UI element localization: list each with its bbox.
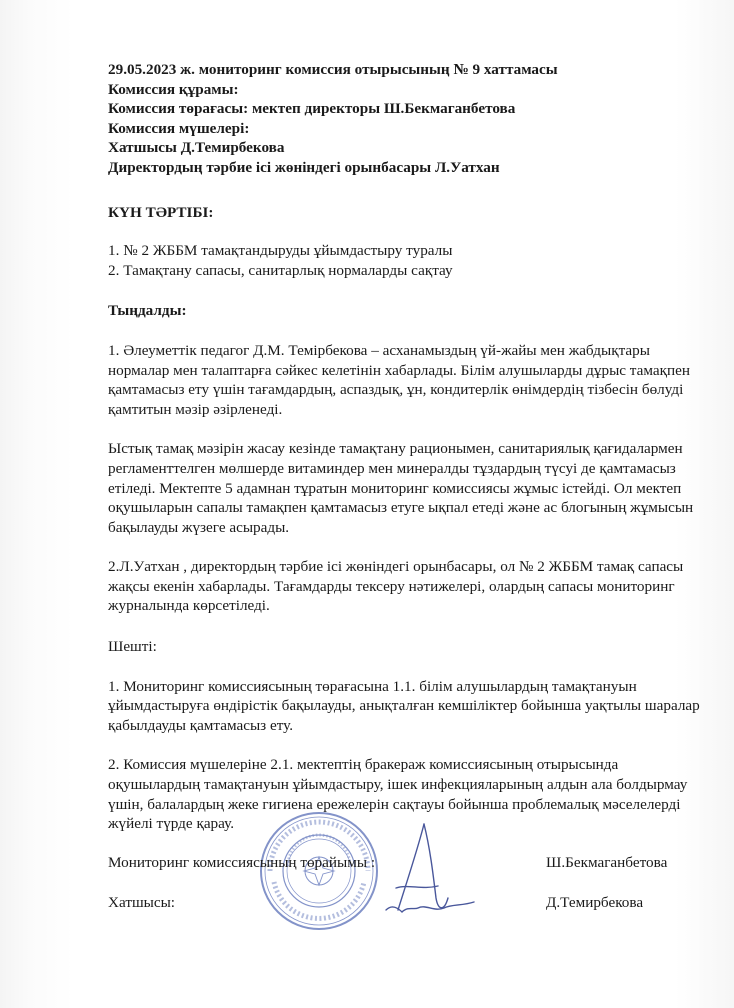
secretary-name: Д.Темирбекова [546, 894, 644, 911]
handwritten-signature [378, 818, 478, 918]
agenda-title: КҮН ТӘРТІБІ: [108, 203, 214, 221]
secretary-role: Хатшысы: [108, 894, 176, 911]
decided-title: Шешті: [108, 638, 157, 656]
agenda-item: 2. Тамақтану сапасы, санитарлық нормаларды сақтау [108, 261, 453, 279]
commission-chair: Комиссия төрағасы: мектеп директоры Ш.Бекмаганбетова [108, 100, 516, 118]
agenda-list [108, 241, 704, 280]
heard-paragraph: Ыстық тамақ мәзірін жасау кезінде тамақтану рационымен, санитариялық қағидалармен регламенттелген мөлшерде витаминдер мен минералды тұздардың түсуі де қамтамасыз етіледі. Мектепте 5 адамнан тұратын мониторинг комиссиясы жұмыс істейді. Ол мектеп оқушыларын сапалы тамақпен қамтамасыз етуге ықпал етеді және ас блогының жұмысын бақылауды жүзеге асырады. [108, 440, 694, 536]
decision-paragraph: 1. Мониторинг комиссиясының төрағасына 1.1. білім алушылардың тамақтануын ұйымдастыруға өндірістік бақылауды, анықталған кемшіліктер бойынша уақтылы шаралар қабылдауды қамтамасыз ету. [108, 677, 700, 734]
commission-composition-label: Комиссия құрамы: [108, 80, 239, 98]
agenda-item: 1. № 2 ЖББМ тамақтандыруды ұйымдастыру туралы [108, 242, 453, 260]
commission-secretary: Хатшысы Д.Темирбекова [108, 139, 285, 157]
heard-paragraph: 2.Л.Уатхан , директордың тәрбие ісі жөніндегі орынбасары, ол № 2 ЖББМ тамақ сапасы жақсы екенін хабарлады. Тағамдарды тексеру нәтижелері, олардың сапасы мониторинг журналында көрсетіледі. [108, 558, 684, 615]
decision-paragraph: 2. Комиссия мүшелеріне 2.1. мектептің бракераж комиссиясының отырысында оқушылардың тамақтануын ұйымдастыру, ішек инфекцияларының алдын ала болдырмау үшін, балалардың жеке гигиена ережелерін сақтауы бойынша проблемалық мәселелерді жүйелі түрде қарау. [108, 756, 688, 833]
commission-members-label: Комиссия мүшелері: [108, 119, 250, 137]
protocol-header [108, 60, 704, 178]
heard-title: Тыңдалды: [108, 302, 187, 320]
protocol-title: 29.05.2023 ж. мониторинг комиссия отырысының № 9 хаттамасы [108, 61, 558, 78]
chair-name: Ш.Бекмаганбетова [546, 854, 668, 871]
document-body [108, 60, 704, 834]
commission-deputy: Директордың тәрбие ісі жөніндегі орынбасары Л.Уатхан [108, 158, 500, 176]
heard-paragraph: 1. Әлеуметтік педагог Д.М. Темірбекова – асханамыздың үй-жайы мен жабдықтары нормалар мен талаптарға сәйкес келетінін хабарлады. Білім алушыларды дұрыс тамақпен қамтамасыз ету үшін тағамдардың, аспаздық, ұн, кондитерлік өнімдердің тізбесін бөлуді қамтитын мәзір әзірленеді. [108, 341, 690, 418]
chair-role: Мониторинг комиссиясының төрайымы : [108, 854, 376, 871]
